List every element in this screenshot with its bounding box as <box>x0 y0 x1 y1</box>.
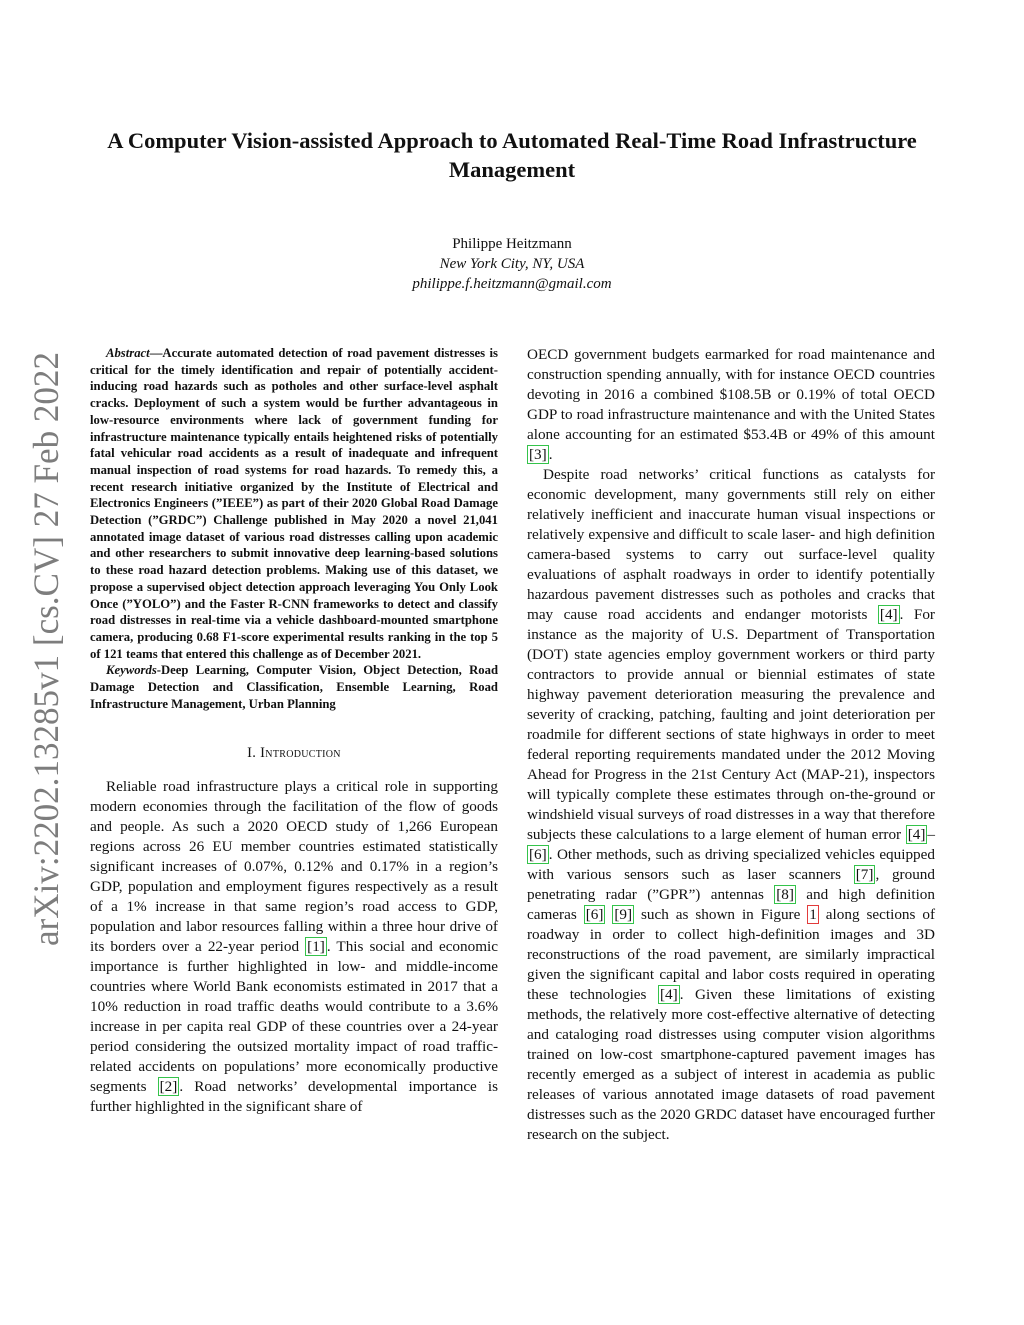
citation-link[interactable]: [1] <box>307 938 325 956</box>
citation-link[interactable]: [9] <box>614 906 633 923</box>
arxiv-stamp-text: arXiv:2202.13285v1 [cs.CV] 27 Feb 2022 <box>26 350 66 946</box>
intro-paragraph-1: Reliable road infrastructure plays a critical role in supporting modern economies through the facilitation of the flow of goods and people. As such a 2020 OECD study of 1,266 European regions across 26 EU member countries estimated statistically significant increases of 0.07%, 0.12% and 0.17% in a region’s GDP, population and employment figures respectively as a result of a 1% increase in that same region’s road access to GDP, population and labor resources falling within a three hour drive of its borders over a 22-year period [1] . This social and economic importance is further highlighted in low- and middle-income countries where World Bank economists estimated in 2017 that a 10% reduction in road traffic deaths would contribute to a 3.6% increase in per capita real GDP of these countries over a 24-year period considering the outsized mortality impact of road traffic-related accidents on populations’ more economically productive segments [2] . Road networks’ developmental importance is further highlighted in the significant share of <box>90 778 499 1116</box>
author-location: New York City, NY, USA <box>439 256 585 272</box>
keywords-text: -Deep Learning, Computer Vision, Object Detection, Road Damage Detection and Classification, Ensemble Learning, Road Infrastructure Management, Urban Planning <box>90 663 498 711</box>
right-column <box>527 345 935 1145</box>
citation-link[interactable]: [3] <box>529 446 547 463</box>
arxiv-identifier <box>18 350 70 946</box>
citation-link[interactable]: [7] <box>855 866 874 883</box>
section-title: Introduction <box>260 745 341 762</box>
left-column <box>90 345 498 1117</box>
intro-paragraph-1-continued-text: OECD government budgets earmarked for road maintenance and construction spending annually, with for instance OECD countries devoting in 2016 a combined $108.5B or 0.19% of total OECD GDP to road infrastructure maintenance and with the United States alone accounting for an estimated $53.4B or 49% of this amount <box>527 346 935 443</box>
keywords-label: Keywords <box>106 663 157 678</box>
intro-paragraph-2: Despite road networks’ critical functions as catalysts for economic development, many governments still rely on either relatively inefficient and inaccurate human visual inspections or relatively expensive and difficult to scale laser- and high definition camera-based systems to carry out surface-level quality evaluations of asphalt roadways in order to identify potentially hazardous pavement distresses such as potholes and cracks that may cause road accidents and endanger motorists [4] . For instance as the majority of U.S. Department of Transportation (DOT) state agencies employ government workers or third party contractors to provide annual or biennial estimates of state highway pavement deterioration measuring the prevalence and severity of cracking, patching, faulting and joint deterioration per roadmile for different sections of state highways in order to meet federal reporting requirements mandated under the 2012 Moving Ahead for Progress in the 21st Century Act (MAP-21), inspectors will typically complete these estimates through on-the-ground or windshield visual surveys of road distresses in a way that therefore subjects these calculations to a large element of human error [4] –[6] . Other methods, such as driving specialized vehicles equipped with various sensors such as laser scanners [7] , ground penetrating radar (”GPR”) antennas [8] and high definition cameras [6] [9] such as shown in Figure 1 along sections of roadway in order to collect high-definition images and 3D reconstructions of the road pavement, are similarly impractical given the significant capital and labor costs required in operating these technologies [4] . Given these limitations of existing methods, the relatively more cost-effective alternative of detecting and cataloging road distresses using computer vision algorithms trained on low-cost smartphone-captured pavement images has recently emerged as a subject of interest in academia as public releases of various annotated image datasets of road pavement distresses such as the 2020 GRDC dataset have encouraged further research on the subject. <box>527 466 935 1143</box>
figure-reference-link[interactable]: 1 <box>809 906 817 923</box>
citation-link[interactable]: [6] <box>529 846 547 863</box>
abstract-label: Abstract <box>106 346 150 360</box>
author-block <box>262 234 762 294</box>
author-email: philippe.f.heitzmann@gmail.com <box>412 276 612 292</box>
abstract-text: —Accurate automated detection of road pavement distresses is critical for the timely identification and repair of potentially accident-inducing road hazards such as potholes and other surface-level asphalt cracks. Deployment of such a system would be further advantageous in low-resource environments where lack of government funding for infrastructure maintenance typically entails heightened risks of potentially fatal vehicular road accidents as a result of inadequate and infrequent manual inspection of road systems for road hazards. To remedy this, a recent research initiative organized by the Institute of Electrical and Electronics Engineers (”IEEE”) as part of their 2020 Global Road Damage Detection (”GRDC”) Challenge published in May 2020 a novel 21,041 annotated image dataset of various road distresses calling upon academic and other researchers to submit innovative deep learning-based solutions to these road hazard detection problems. Making use of this dataset, we propose a supervised object detection approach leveraging You Only Look Once (”YOLO”) and the Faster R-CNN frameworks to detect and classify road distresses in real-time via a vehicle dashboard-mounted smartphone camera, producing 0.68 F1-score experimental results ranking in the top 5 of 121 teams that entered this challenge as of December 2021. <box>90 346 498 661</box>
author-name: Philippe Heitzmann <box>452 236 572 252</box>
citation-link[interactable]: [8] <box>776 886 794 903</box>
keywords <box>90 662 498 712</box>
citation-link[interactable]: [4] <box>879 606 898 623</box>
abstract <box>90 345 498 662</box>
section-number: I. <box>247 745 257 762</box>
section-heading-introduction <box>90 743 498 763</box>
citation-link[interactable]: [4] <box>659 986 678 1003</box>
intro-paragraph-1-continued: OECD government budgets earmarked for road maintenance and construction spending annually, with for instance OECD countries devoting in 2016 a combined $108.5B or 0.19% of total OECD GDP to road infrastructure maintenance and with the United States alone accounting for an estimated $53.4B or 49% of this amount [3] . <box>527 346 935 463</box>
citation-link[interactable]: [2] <box>159 1078 178 1096</box>
citation-link[interactable]: [6] <box>585 906 604 923</box>
citation-link[interactable]: [4] <box>907 826 926 843</box>
paper-title: A Computer Vision-assisted Approach to Automated Real-Time Road Infrastructure Management <box>107 128 917 182</box>
